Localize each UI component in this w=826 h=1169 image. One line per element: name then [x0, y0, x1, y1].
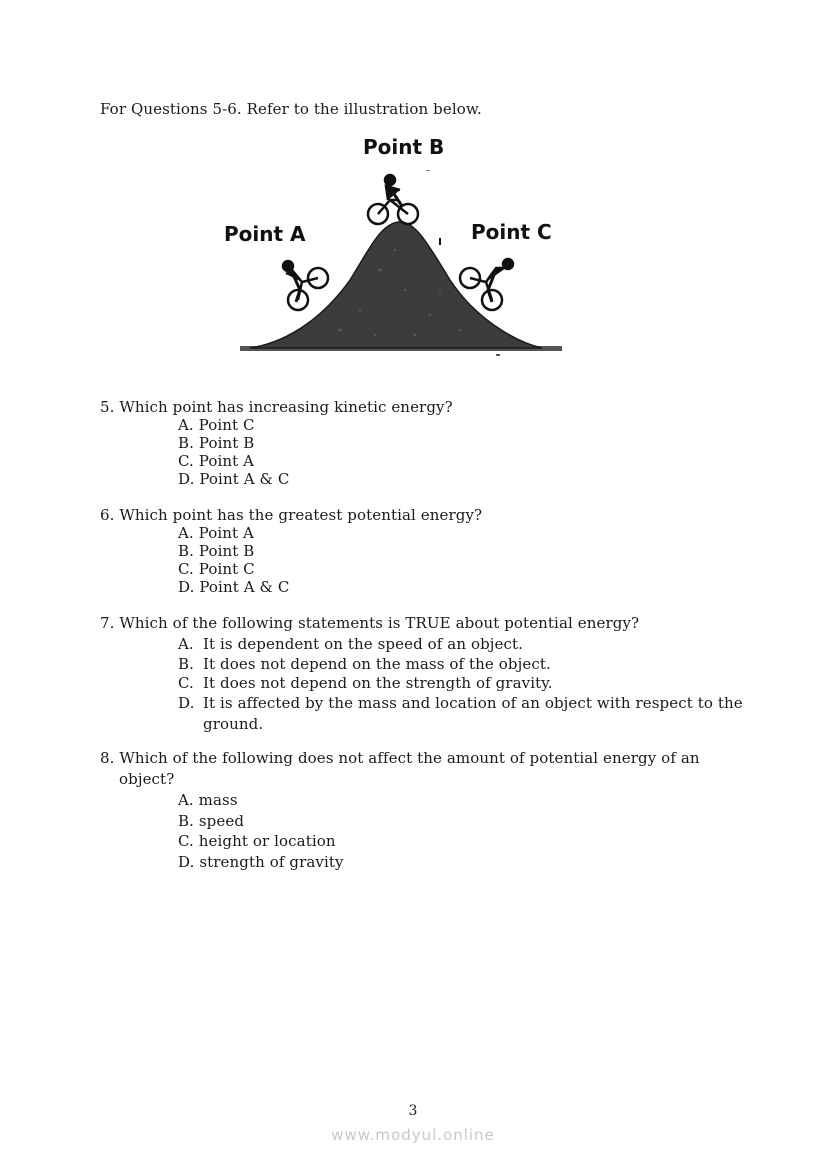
q7-option-a-text: It is dependent on the speed of an object. [203, 635, 524, 653]
q6-option-b: B. Point B [178, 542, 255, 560]
question-8-continued: object? [119, 770, 175, 788]
q7-option-c-letter: C. [178, 674, 194, 692]
q7-option-b-text: It does not depend on the mass of the object. [203, 655, 551, 673]
label-point-a: Point A [224, 222, 306, 246]
q7-option-d-letter: D. [178, 694, 195, 712]
question-7: 7. Which of the following statements is TRUE about potential energy? [100, 614, 640, 632]
q6-option-c: C. Point C [178, 560, 255, 578]
cyclist-b-icon [368, 175, 418, 224]
page-number: 3 [408, 1103, 418, 1119]
tick-mark [426, 170, 430, 171]
q7-option-c [178, 674, 553, 692]
q7-option-d-continued: ground. [203, 715, 264, 733]
q7-option-b-letter: B. [178, 655, 194, 673]
intro-text: For Questions 5-6. Refer to the illustration below. [100, 100, 482, 118]
q7-option-b [178, 655, 551, 673]
label-point-b: Point B [363, 135, 445, 159]
q8-option-c: C. height or location [178, 832, 336, 850]
question-8: 8. Which of the following does not affect the amount of potential energy of an [100, 749, 700, 767]
q8-option-a: A. mass [178, 791, 238, 809]
q6-option-d: D. Point A & C [178, 578, 290, 596]
question-6: 6. Which point has the greatest potential energy? [100, 506, 483, 524]
tick-mark [439, 238, 441, 245]
hill-figure-svg [230, 130, 570, 365]
q5-option-b: B. Point B [178, 434, 255, 452]
q5-option-d: D. Point A & C [178, 470, 290, 488]
q6-option-a: A. Point A [178, 524, 254, 542]
q7-option-a [178, 635, 523, 653]
q8-option-d: D. strength of gravity [178, 853, 344, 871]
q7-option-c-text: It does not depend on the strength of gravity. [203, 674, 553, 692]
q5-option-a: A. Point C [178, 416, 255, 434]
q8-option-b: B. speed [178, 812, 245, 830]
q5-option-c: C. Point A [178, 452, 255, 470]
q7-option-d [178, 694, 743, 712]
q7-option-a-letter: A. [178, 635, 194, 653]
cyclist-a-icon [283, 261, 328, 310]
watermark: www.modyul.online [331, 1126, 495, 1144]
q7-option-d-text: It is affected by the mass and location of an object with respect to the [203, 694, 743, 712]
tick-mark [496, 354, 500, 356]
label-point-c: Point C [471, 220, 552, 244]
question-5: 5. Which point has increasing kinetic energy? [100, 398, 453, 416]
hill-illustration [224, 130, 570, 365]
